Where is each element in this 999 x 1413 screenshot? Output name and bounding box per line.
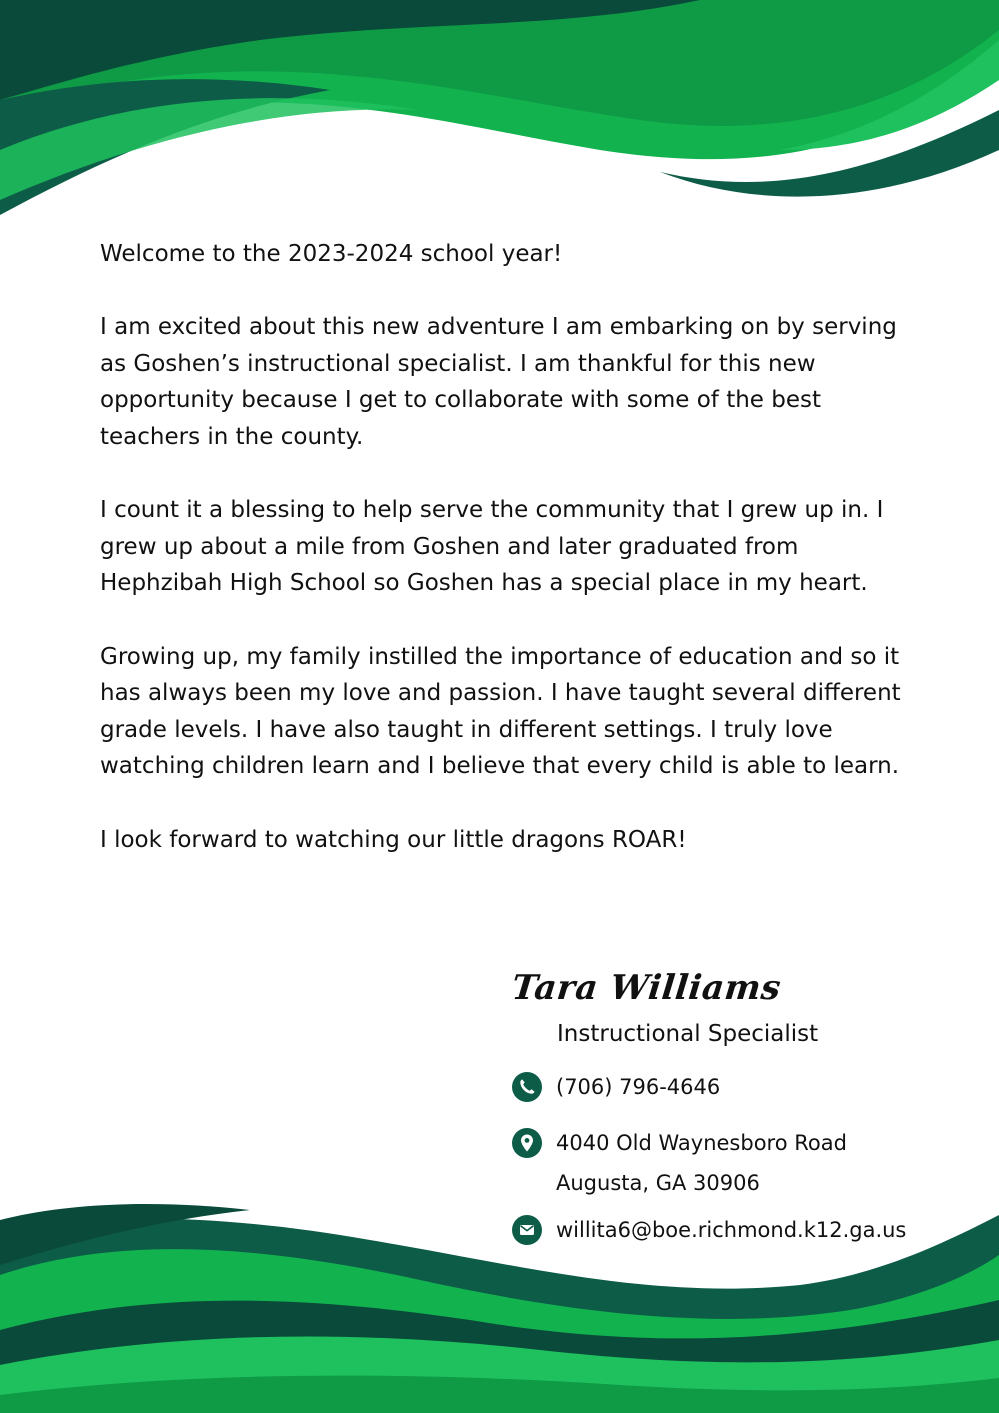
paragraph-education: Growing up, my family instilled the importance of education and so it has always been my love and passion. I have taught several different grade levels. I have also taught in different settings. I truly love watching children learn and I believe that every child is able to learn.	[100, 643, 901, 780]
paragraph-community: I count it a blessing to help serve the community that I grew up in. I grew up about a mile from Goshen and later graduated from Hephzibah High School so Goshen has a special place in my heart.	[100, 497, 884, 597]
address-line-1: 4040 Old Waynesboro Road	[556, 1131, 847, 1155]
signature-name: Tara Williams	[509, 968, 783, 1008]
closing-line: I look forward to watching our little dragons ROAR!	[100, 826, 687, 853]
contact-phone-row	[512, 1072, 720, 1107]
top-wave-decoration	[0, 0, 999, 260]
paragraph-intro: I am excited about this new adventure I am embarking on by serving as Goshen’s instructional specialist. I am thankful for this new opportunity because I get to collaborate with some of the best teachers in the county.	[100, 314, 897, 450]
letter-body	[100, 236, 920, 895]
signature-title: Instructional Specialist	[557, 1021, 819, 1047]
email-address[interactable]: willita6@boe.richmond.k12.ga.us	[556, 1218, 907, 1242]
greeting: Welcome to the 2023-2024 school year!	[100, 241, 563, 267]
address-line-2: Augusta, GA 30906	[556, 1171, 760, 1195]
bottom-wave-decoration	[0, 1180, 999, 1413]
phone-icon	[512, 1072, 542, 1102]
location-pin-icon	[512, 1128, 542, 1158]
phone-number[interactable]: (706) 796-4646	[556, 1075, 721, 1099]
